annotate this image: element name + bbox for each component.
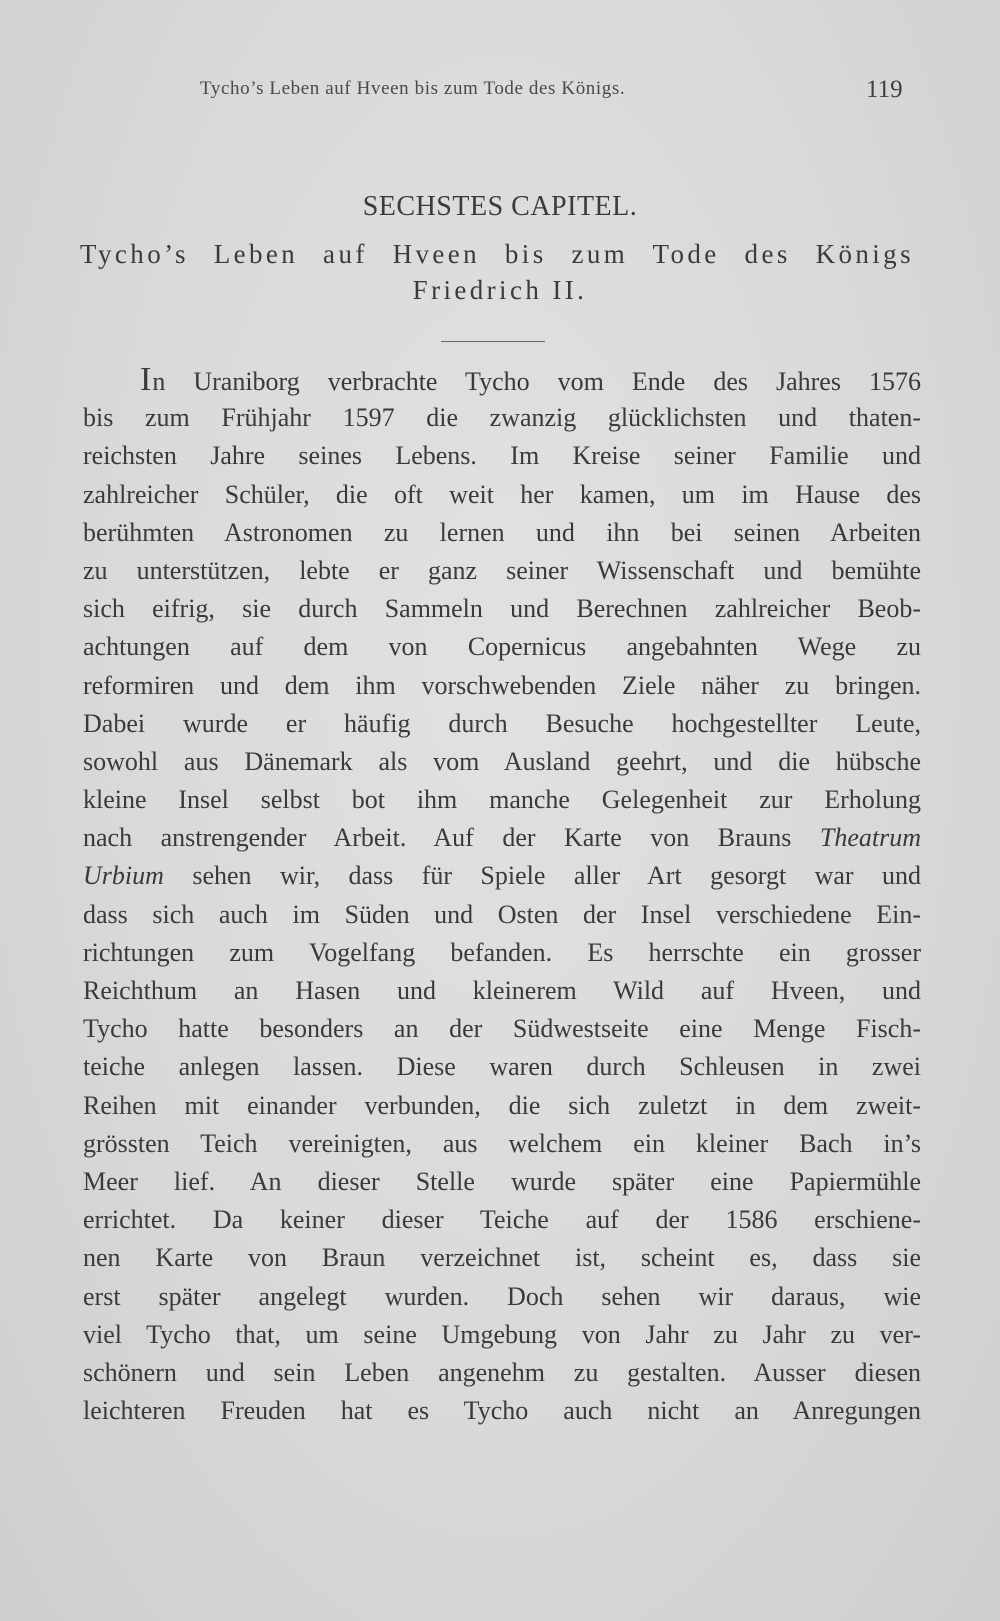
page-number: 119 [866, 76, 903, 103]
text-line: Reihen mit einander verbunden, die sich zuletzt in dem zweit- [83, 1090, 921, 1120]
text-line: teiche anlegen lassen. Diese waren durch Schleusen in zwei [83, 1052, 921, 1082]
text-line-content: n Uraniborg verbrachte Tycho vom Ende des Jahres 1576 [152, 367, 921, 396]
chapter-title-line-1: Tycho’s Leben auf Hveen bis zum Tode des Königs [80, 239, 914, 269]
text-line: kleine Insel selbst bot ihm manche Gelegenheit zur Erholung [83, 785, 921, 815]
italic-title: Urbium [83, 861, 164, 891]
text-line: sich eifrig, sie durch Sammeln und Berechnen zahlreicher Beob- [83, 594, 921, 624]
text-line: Meer lief. An dieser Stelle wurde später eine Papiermühle [83, 1166, 921, 1196]
text-line [83, 857, 921, 895]
text-line: zu unterstützen, lebte er ganz seiner Wissenschaft und bemühte [83, 555, 921, 585]
text-line: richtungen zum Vogelfang befanden. Es herrschte ein grosser [83, 937, 921, 967]
text-line: berühmten Astronomen zu lernen und ihn bei seinen Arbeiten [83, 517, 921, 547]
chapter-divider [441, 341, 545, 342]
text-line: grössten Teich vereinigten, aus welchem ein kleiner Bach in’s [83, 1128, 921, 1158]
text-line: viel Tycho that, um seine Umgebung von Jahr zu Jahr zu ver- [83, 1319, 921, 1349]
text-line: reichsten Jahre seines Lebens. Im Kreise seiner Familie und [83, 441, 921, 471]
text-line: Reichthum an Hasen und kleinerem Wild auf Hveen, und [83, 976, 921, 1005]
text-line: bis zum Frühjahr 1597 die zwanzig glücklichsten und thaten- [83, 403, 921, 433]
text-line-content: nach anstrengender Arbeit. Auf der Karte von Brauns [83, 823, 820, 853]
text-line: leichteren Freuden hat es Tycho auch nicht an Anregungen [83, 1396, 921, 1426]
text-line: zahlreicher Schüler, die oft weit her kamen, um im Hause des [83, 479, 921, 509]
text-line: sowohl aus Dänemark als vom Ausland geehrt, und die hübsche [83, 746, 921, 776]
running-head: Tycho’s Leben auf Hveen bis zum Tode des Königs. [200, 78, 626, 99]
text-line: Dabei wurde er häufig durch Besuche hochgestellter Leute, [83, 708, 921, 738]
text-line: Tycho hatte besonders an der Südwestseite eine Menge Fisch- [83, 1014, 921, 1044]
text-line: nen Karte von Braun verzeichnet ist, scheint es, dass sie [83, 1243, 921, 1273]
text-line: schönern und sein Leben angenehm zu gestalten. Ausser diesen [83, 1357, 921, 1387]
body-text [83, 361, 921, 1430]
text-line: erst später angelegt wurden. Doch sehen wir daraus, wie [83, 1281, 921, 1311]
drop-initial: I [140, 361, 152, 398]
text-line [83, 361, 921, 399]
text-line: achtungen auf dem von Copernicus angebahnten Wege zu [83, 632, 921, 662]
text-line: errichtet. Da keiner dieser Teiche auf der 1586 erschiene- [83, 1205, 921, 1235]
chapter-title-line-2: Friedrich II. [412, 275, 588, 305]
text-line-content: sehen wir, dass für Spiele aller Art gesorgt war und [163, 861, 921, 891]
text-line: dass sich auch im Süden und Osten der Insel verschiedene Ein- [83, 899, 921, 929]
chapter-number: SECHSTES CAPITEL. [362, 191, 638, 222]
text-line [83, 819, 921, 857]
text-line: reformiren und dem ihm vorschwebenden Ziele näher zu bringen. [83, 670, 921, 700]
italic-title: Theatrum [819, 823, 921, 853]
